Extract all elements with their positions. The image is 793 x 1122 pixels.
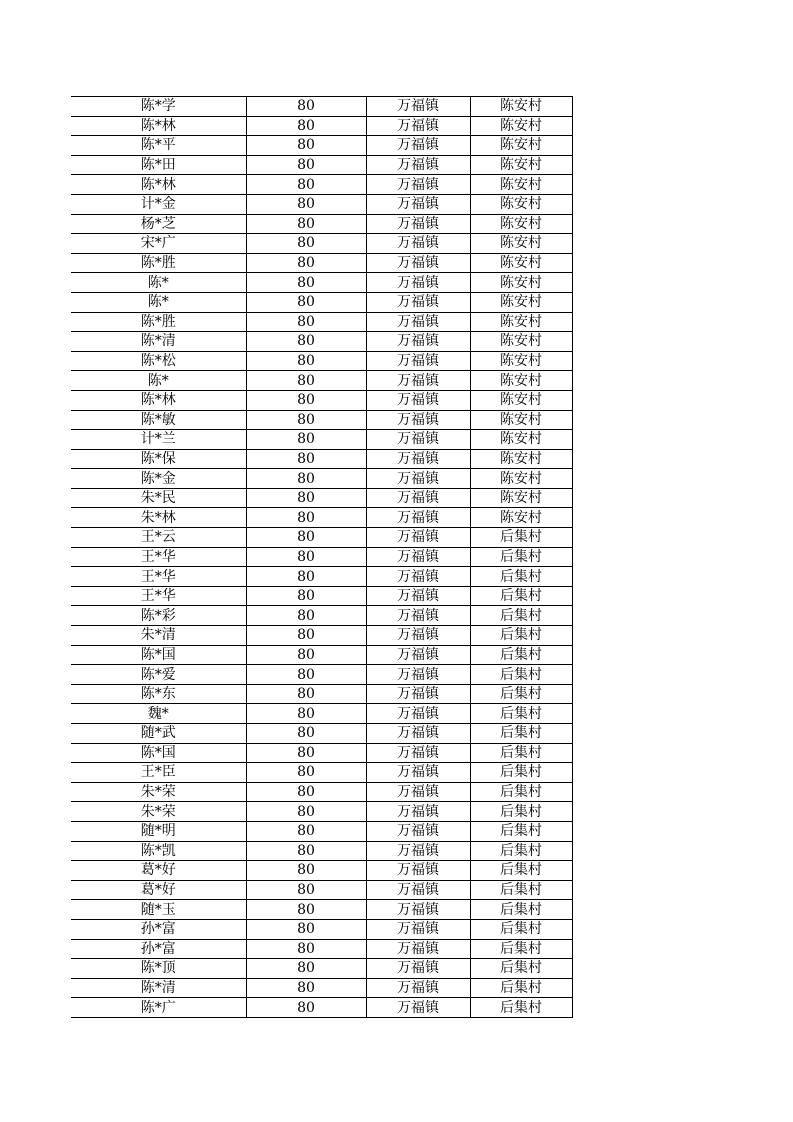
village-cell: 后集村 xyxy=(470,645,572,665)
town-cell: 万福镇 xyxy=(366,332,470,352)
value-cell: 80 xyxy=(246,136,366,156)
village-cell: 陈安村 xyxy=(470,371,572,391)
name-cell: 王*华 xyxy=(71,547,246,567)
name-cell: 王*臣 xyxy=(71,763,246,783)
table-row xyxy=(71,449,572,469)
table-row xyxy=(71,880,572,900)
table-row xyxy=(71,645,572,665)
table-row xyxy=(71,410,572,430)
town-cell: 万福镇 xyxy=(366,351,470,371)
table-row xyxy=(71,684,572,704)
value-cell: 80 xyxy=(246,312,366,332)
town-cell: 万福镇 xyxy=(366,430,470,450)
table-row xyxy=(71,175,572,195)
value-cell: 80 xyxy=(246,821,366,841)
value-cell: 80 xyxy=(246,606,366,626)
table-row xyxy=(71,116,572,136)
village-cell: 后集村 xyxy=(470,880,572,900)
town-cell: 万福镇 xyxy=(366,410,470,430)
table-row xyxy=(71,998,572,1018)
table-row xyxy=(71,390,572,410)
value-cell: 80 xyxy=(246,861,366,881)
name-cell: 朱*清 xyxy=(71,626,246,646)
table-row xyxy=(71,606,572,626)
town-cell: 万福镇 xyxy=(366,802,470,822)
table-row xyxy=(71,567,572,587)
town-cell: 万福镇 xyxy=(366,900,470,920)
value-cell: 80 xyxy=(246,97,366,117)
name-cell: 陈*敏 xyxy=(71,410,246,430)
town-cell: 万福镇 xyxy=(366,449,470,469)
village-cell: 后集村 xyxy=(470,547,572,567)
value-cell: 80 xyxy=(246,900,366,920)
table-row xyxy=(71,821,572,841)
village-cell: 后集村 xyxy=(470,841,572,861)
table-body xyxy=(71,97,572,1018)
table-row xyxy=(71,939,572,959)
village-cell: 陈安村 xyxy=(470,175,572,195)
name-cell: 杨*芝 xyxy=(71,214,246,234)
table-row xyxy=(71,841,572,861)
town-cell: 万福镇 xyxy=(366,704,470,724)
village-cell: 后集村 xyxy=(470,821,572,841)
value-cell: 80 xyxy=(246,234,366,254)
name-cell: 朱*荣 xyxy=(71,782,246,802)
name-cell: 孙*富 xyxy=(71,919,246,939)
town-cell: 万福镇 xyxy=(366,528,470,548)
table-row xyxy=(71,763,572,783)
town-cell: 万福镇 xyxy=(366,880,470,900)
value-cell: 80 xyxy=(246,273,366,293)
name-cell: 陈*彩 xyxy=(71,606,246,626)
value-cell: 80 xyxy=(246,567,366,587)
village-cell: 后集村 xyxy=(470,528,572,548)
value-cell: 80 xyxy=(246,998,366,1018)
town-cell: 万福镇 xyxy=(366,724,470,744)
table-row xyxy=(71,155,572,175)
table-row xyxy=(71,959,572,979)
name-cell: 随*玉 xyxy=(71,900,246,920)
table-row xyxy=(71,900,572,920)
town-cell: 万福镇 xyxy=(366,155,470,175)
village-cell: 陈安村 xyxy=(470,508,572,528)
town-cell: 万福镇 xyxy=(366,939,470,959)
village-cell: 陈安村 xyxy=(470,273,572,293)
table-row xyxy=(71,469,572,489)
town-cell: 万福镇 xyxy=(366,665,470,685)
town-cell: 万福镇 xyxy=(366,136,470,156)
village-cell: 后集村 xyxy=(470,802,572,822)
table-row xyxy=(71,547,572,567)
table-row xyxy=(71,214,572,234)
name-cell: 陈*东 xyxy=(71,684,246,704)
value-cell: 80 xyxy=(246,528,366,548)
name-cell: 陈*顶 xyxy=(71,959,246,979)
table-row xyxy=(71,292,572,312)
value-cell: 80 xyxy=(246,684,366,704)
value-cell: 80 xyxy=(246,214,366,234)
name-cell: 陈*凯 xyxy=(71,841,246,861)
name-cell: 魏* xyxy=(71,704,246,724)
town-cell: 万福镇 xyxy=(366,684,470,704)
village-cell: 后集村 xyxy=(470,763,572,783)
name-cell: 陈*林 xyxy=(71,116,246,136)
name-cell: 陈*金 xyxy=(71,469,246,489)
value-cell: 80 xyxy=(246,155,366,175)
value-cell: 80 xyxy=(246,488,366,508)
value-cell: 80 xyxy=(246,880,366,900)
value-cell: 80 xyxy=(246,332,366,352)
village-cell: 后集村 xyxy=(470,861,572,881)
name-cell: 葛*好 xyxy=(71,880,246,900)
value-cell: 80 xyxy=(246,645,366,665)
town-cell: 万福镇 xyxy=(366,782,470,802)
town-cell: 万福镇 xyxy=(366,959,470,979)
name-cell: 计*金 xyxy=(71,194,246,214)
town-cell: 万福镇 xyxy=(366,371,470,391)
village-cell: 陈安村 xyxy=(470,410,572,430)
value-cell: 80 xyxy=(246,841,366,861)
village-cell: 后集村 xyxy=(470,782,572,802)
village-cell: 后集村 xyxy=(470,567,572,587)
name-cell: 葛*好 xyxy=(71,861,246,881)
value-cell: 80 xyxy=(246,253,366,273)
village-cell: 陈安村 xyxy=(470,116,572,136)
village-cell: 后集村 xyxy=(470,665,572,685)
town-cell: 万福镇 xyxy=(366,861,470,881)
village-cell: 陈安村 xyxy=(470,234,572,254)
village-cell: 陈安村 xyxy=(470,136,572,156)
village-cell: 陈安村 xyxy=(470,332,572,352)
table-row xyxy=(71,919,572,939)
name-cell: 孙*富 xyxy=(71,939,246,959)
table-row xyxy=(71,430,572,450)
value-cell: 80 xyxy=(246,390,366,410)
value-cell: 80 xyxy=(246,978,366,998)
table-row xyxy=(71,508,572,528)
name-cell: 陈* xyxy=(71,371,246,391)
value-cell: 80 xyxy=(246,371,366,391)
name-cell: 陈*清 xyxy=(71,332,246,352)
village-cell: 后集村 xyxy=(470,743,572,763)
value-cell: 80 xyxy=(246,410,366,430)
village-cell: 后集村 xyxy=(470,684,572,704)
village-cell: 陈安村 xyxy=(470,97,572,117)
village-cell: 陈安村 xyxy=(470,469,572,489)
value-cell: 80 xyxy=(246,469,366,489)
name-cell: 陈*松 xyxy=(71,351,246,371)
value-cell: 80 xyxy=(246,547,366,567)
village-cell: 陈安村 xyxy=(470,214,572,234)
town-cell: 万福镇 xyxy=(366,253,470,273)
town-cell: 万福镇 xyxy=(366,821,470,841)
name-cell: 随*武 xyxy=(71,724,246,744)
table-row xyxy=(71,782,572,802)
village-cell: 陈安村 xyxy=(470,430,572,450)
name-cell: 陈*学 xyxy=(71,97,246,117)
name-cell: 朱*民 xyxy=(71,488,246,508)
town-cell: 万福镇 xyxy=(366,606,470,626)
village-cell: 后集村 xyxy=(470,959,572,979)
name-cell: 陈*田 xyxy=(71,155,246,175)
name-cell: 陈*胜 xyxy=(71,253,246,273)
town-cell: 万福镇 xyxy=(366,175,470,195)
table-row xyxy=(71,351,572,371)
town-cell: 万福镇 xyxy=(366,919,470,939)
town-cell: 万福镇 xyxy=(366,214,470,234)
value-cell: 80 xyxy=(246,508,366,528)
town-cell: 万福镇 xyxy=(366,116,470,136)
town-cell: 万福镇 xyxy=(366,626,470,646)
data-table xyxy=(71,96,573,1018)
town-cell: 万福镇 xyxy=(366,469,470,489)
table-row xyxy=(71,861,572,881)
table-row xyxy=(71,371,572,391)
town-cell: 万福镇 xyxy=(366,743,470,763)
name-cell: 王*华 xyxy=(71,567,246,587)
name-cell: 陈*爱 xyxy=(71,665,246,685)
value-cell: 80 xyxy=(246,586,366,606)
town-cell: 万福镇 xyxy=(366,234,470,254)
name-cell: 计*兰 xyxy=(71,430,246,450)
town-cell: 万福镇 xyxy=(366,273,470,293)
village-cell: 陈安村 xyxy=(470,312,572,332)
table-row xyxy=(71,802,572,822)
value-cell: 80 xyxy=(246,626,366,646)
village-cell: 后集村 xyxy=(470,724,572,744)
village-cell: 陈安村 xyxy=(470,449,572,469)
name-cell: 陈*保 xyxy=(71,449,246,469)
name-cell: 朱*荣 xyxy=(71,802,246,822)
name-cell: 陈*平 xyxy=(71,136,246,156)
table-row xyxy=(71,626,572,646)
table-row xyxy=(71,978,572,998)
village-cell: 后集村 xyxy=(470,978,572,998)
table-row xyxy=(71,312,572,332)
village-cell: 后集村 xyxy=(470,998,572,1018)
table-row xyxy=(71,234,572,254)
name-cell: 王*华 xyxy=(71,586,246,606)
town-cell: 万福镇 xyxy=(366,488,470,508)
table-row xyxy=(71,586,572,606)
name-cell: 朱*林 xyxy=(71,508,246,528)
town-cell: 万福镇 xyxy=(366,978,470,998)
name-cell: 随*明 xyxy=(71,821,246,841)
table-row xyxy=(71,528,572,548)
village-cell: 陈安村 xyxy=(470,253,572,273)
village-cell: 后集村 xyxy=(470,704,572,724)
town-cell: 万福镇 xyxy=(366,547,470,567)
name-cell: 陈*国 xyxy=(71,743,246,763)
town-cell: 万福镇 xyxy=(366,292,470,312)
town-cell: 万福镇 xyxy=(366,586,470,606)
town-cell: 万福镇 xyxy=(366,312,470,332)
village-cell: 后集村 xyxy=(470,900,572,920)
table-row xyxy=(71,665,572,685)
town-cell: 万福镇 xyxy=(366,508,470,528)
name-cell: 陈*胜 xyxy=(71,312,246,332)
name-cell: 宋*广 xyxy=(71,234,246,254)
town-cell: 万福镇 xyxy=(366,841,470,861)
name-cell: 陈*林 xyxy=(71,175,246,195)
value-cell: 80 xyxy=(246,116,366,136)
name-cell: 王*云 xyxy=(71,528,246,548)
town-cell: 万福镇 xyxy=(366,194,470,214)
village-cell: 陈安村 xyxy=(470,488,572,508)
table-row xyxy=(71,332,572,352)
value-cell: 80 xyxy=(246,782,366,802)
town-cell: 万福镇 xyxy=(366,97,470,117)
village-cell: 后集村 xyxy=(470,586,572,606)
table-row xyxy=(71,724,572,744)
value-cell: 80 xyxy=(246,194,366,214)
village-cell: 陈安村 xyxy=(470,351,572,371)
table-row xyxy=(71,704,572,724)
name-cell: 陈*林 xyxy=(71,390,246,410)
value-cell: 80 xyxy=(246,743,366,763)
table-row xyxy=(71,253,572,273)
value-cell: 80 xyxy=(246,175,366,195)
table-row xyxy=(71,194,572,214)
name-cell: 陈* xyxy=(71,292,246,312)
value-cell: 80 xyxy=(246,292,366,312)
town-cell: 万福镇 xyxy=(366,567,470,587)
village-cell: 后集村 xyxy=(470,939,572,959)
value-cell: 80 xyxy=(246,939,366,959)
table-row xyxy=(71,743,572,763)
value-cell: 80 xyxy=(246,919,366,939)
value-cell: 80 xyxy=(246,802,366,822)
village-cell: 后集村 xyxy=(470,606,572,626)
table-row xyxy=(71,273,572,293)
town-cell: 万福镇 xyxy=(366,998,470,1018)
name-cell: 陈*国 xyxy=(71,645,246,665)
value-cell: 80 xyxy=(246,704,366,724)
town-cell: 万福镇 xyxy=(366,645,470,665)
value-cell: 80 xyxy=(246,724,366,744)
value-cell: 80 xyxy=(246,959,366,979)
name-cell: 陈* xyxy=(71,273,246,293)
village-cell: 后集村 xyxy=(470,626,572,646)
village-cell: 陈安村 xyxy=(470,390,572,410)
table-row xyxy=(71,97,572,117)
value-cell: 80 xyxy=(246,665,366,685)
village-cell: 陈安村 xyxy=(470,194,572,214)
town-cell: 万福镇 xyxy=(366,390,470,410)
village-cell: 陈安村 xyxy=(470,292,572,312)
village-cell: 陈安村 xyxy=(470,155,572,175)
village-cell: 后集村 xyxy=(470,919,572,939)
value-cell: 80 xyxy=(246,430,366,450)
value-cell: 80 xyxy=(246,763,366,783)
name-cell: 陈*清 xyxy=(71,978,246,998)
value-cell: 80 xyxy=(246,449,366,469)
value-cell: 80 xyxy=(246,351,366,371)
table-row xyxy=(71,488,572,508)
town-cell: 万福镇 xyxy=(366,763,470,783)
table-row xyxy=(71,136,572,156)
name-cell: 陈*广 xyxy=(71,998,246,1018)
